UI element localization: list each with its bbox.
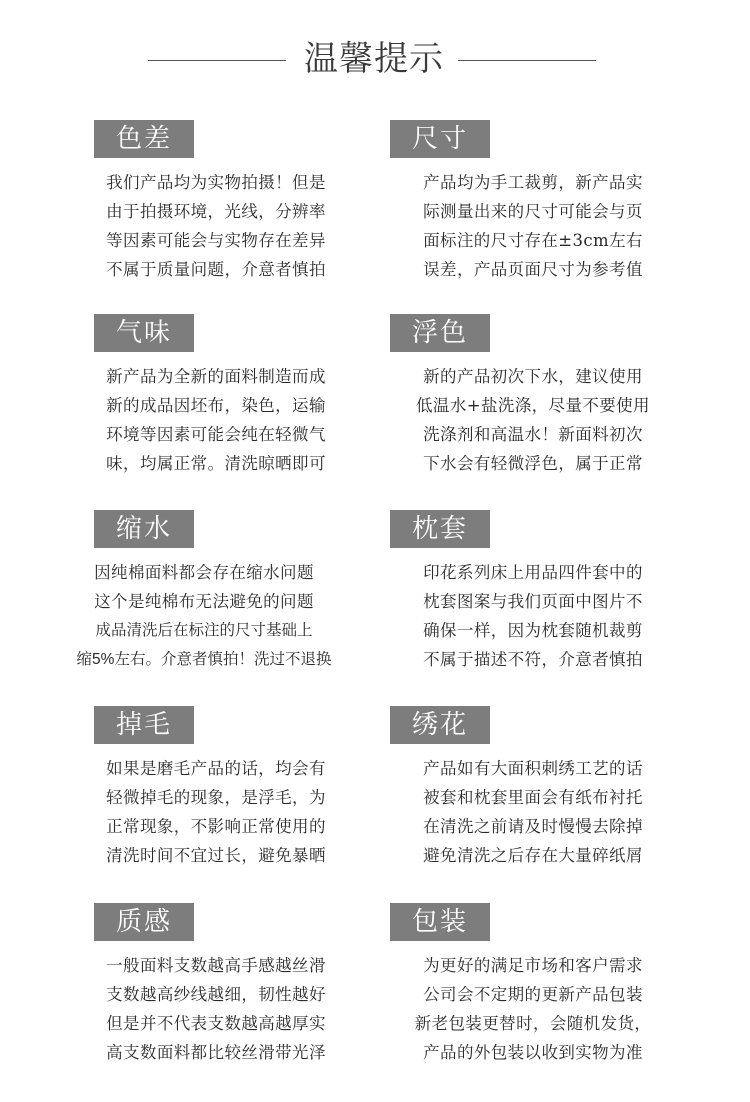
body-line: 成品清洗后在标注的尺寸基础上 (95, 622, 313, 639)
section-body (383, 168, 683, 284)
body-line: 误差，产品页面尺寸为参考值 (423, 260, 643, 279)
body-line: 公司会不定期的更新产品包装 (423, 985, 643, 1004)
body-line: 为更好的满足市场和客户需求 (423, 956, 643, 975)
section-tag: 缩水 (94, 510, 194, 548)
body-line: 轻微掉毛的现象，是浮毛，为 (106, 788, 326, 807)
body-line: 高支数面料都比较丝滑带光泽 (106, 1043, 326, 1062)
body-line: 等因素可能会与实物存在差异 (106, 231, 326, 250)
section-body (66, 754, 366, 870)
section-body (383, 558, 683, 674)
body-line: 产品均为手工裁剪，新产品实 (423, 173, 643, 192)
body-line: 新的产品初次下水，建议使用 (423, 367, 643, 386)
body-line: 如果是磨毛产品的话，均会有 (106, 759, 326, 778)
body-line: 正常现象，不影响正常使用的 (106, 817, 326, 836)
body-line: 低温水+盐洗涤，尽量不要使用 (416, 396, 650, 415)
body-line: 下水会有轻微浮色，属于正常 (423, 454, 643, 473)
body-line: 避免清洗之后存在大量碎纸屑 (423, 846, 643, 865)
body-line: 产品的外包装以收到实物为准 (423, 1043, 643, 1062)
body-line: 洗涤剂和高温水！新面料初次 (423, 425, 643, 444)
section-tag: 气味 (94, 314, 194, 352)
body-line: 面标注的尺寸存在±3cm左右 (423, 231, 643, 250)
section-body (54, 558, 354, 674)
section-tag: 枕套 (390, 510, 490, 548)
section-body (66, 362, 366, 478)
body-line: 由于拍摄环境，光线，分辨率 (106, 202, 326, 221)
section-body (66, 951, 366, 1067)
section-tag: 包装 (390, 903, 490, 941)
header-divider-right (458, 60, 596, 61)
page-header (0, 36, 750, 86)
body-line: 一般面料支数越高手感越丝滑 (106, 956, 326, 975)
body-line: 被套和枕套里面会有纸布衬托 (423, 788, 643, 807)
body-line: 清洗时间不宜过长，避免暴晒 (106, 846, 326, 865)
section-body (383, 754, 683, 870)
body-line: 缩5%左右。介意者慎拍！洗过不退换 (76, 651, 332, 668)
section-body (383, 362, 683, 478)
header-divider-left (148, 60, 286, 61)
section-tag: 浮色 (390, 314, 490, 352)
section-tag: 掉毛 (94, 706, 194, 744)
body-line: 这个是纯棉布无法避免的问题 (94, 592, 314, 611)
section-tag: 绣花 (390, 706, 490, 744)
body-line: 不属于描述不符，介意者慎拍 (423, 650, 643, 669)
body-line: 味，均属正常。清洗晾晒即可 (106, 454, 326, 473)
body-line: 环境等因素可能会纯在轻微气 (106, 425, 326, 444)
body-line: 确保一样，因为枕套随机裁剪 (423, 621, 643, 640)
body-line: 新老包装更替时，会随机发货， (414, 1014, 652, 1033)
body-line: 在清洗之前请及时慢慢去除掉 (423, 817, 643, 836)
body-line: 我们产品均为实物拍摄！但是 (106, 173, 326, 192)
body-line: 枕套图案与我们页面中图片不 (423, 592, 643, 611)
body-line: 新的成品因坯布，染色，运输 (106, 396, 326, 415)
section-body (383, 951, 683, 1067)
section-tag: 尺寸 (390, 120, 490, 158)
body-line: 不属于质量问题，介意者慎拍 (106, 260, 326, 279)
body-line: 新产品为全新的面料制造而成 (106, 367, 326, 386)
body-line: 际测量出来的尺寸可能会与页 (423, 202, 643, 221)
body-line: 但是并不代表支数越高越厚实 (106, 1014, 326, 1033)
section-tag: 质感 (94, 903, 194, 941)
section-tag: 色差 (94, 120, 194, 158)
body-line: 印花系列床上用品四件套中的 (423, 563, 643, 582)
section-body (66, 168, 366, 284)
page-title: 温馨提示 (304, 39, 444, 79)
body-line: 产品如有大面积刺绣工艺的话 (423, 759, 643, 778)
body-line: 因纯棉面料都会存在缩水问题 (94, 563, 314, 582)
body-line: 支数越高纱线越细，韧性越好 (106, 985, 326, 1004)
